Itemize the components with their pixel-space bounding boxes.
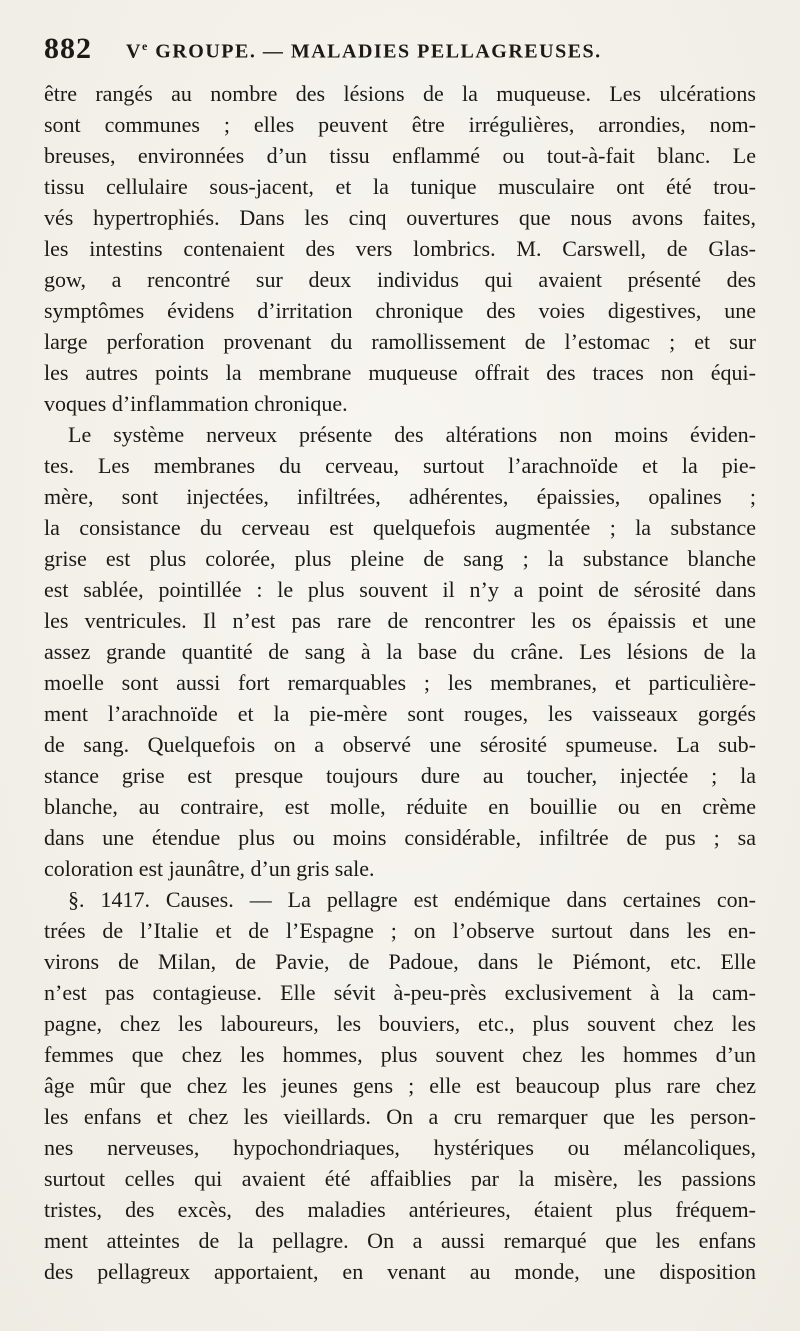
text-line: breuses, environnées d’un tissu enflammé ou tout-à-fait blanc. Le	[44, 143, 756, 168]
text-line: grise est plus colorée, plus pleine de sang ; la substance blanche	[44, 546, 756, 571]
text-line: blanche, au contraire, est molle, réduite en bouillie ou en crème	[44, 794, 756, 819]
running-head-title: GROUPE. — MALADIES PELLAGREUSES.	[148, 41, 602, 63]
text-line: tristes, des excès, des maladies antérieures, étaient plus fréquem-	[44, 1197, 756, 1222]
group-roman: V	[126, 41, 142, 63]
text-line: symptômes évidens d’irritation chronique des voies digestives, une	[44, 298, 756, 323]
text-line: stance grise est presque toujours dure au toucher, injectée ; la	[44, 763, 756, 788]
text-line: les ventricules. Il n’est pas rare de rencontrer les os épaissis et une	[44, 608, 756, 633]
text-line: des pellagreux apportaient, en venant au monde, une disposition	[44, 1259, 756, 1284]
text-line: voques d’inflammation chronique.	[44, 391, 348, 416]
text-line: ment atteintes de la pellagre. On a aussi remarqué que les enfans	[44, 1228, 756, 1253]
text-line: trées de l’Italie et de l’Espagne ; on l’observe surtout dans les en-	[44, 918, 756, 943]
text-line: tissu cellulaire sous-jacent, et la tunique musculaire ont été trou-	[44, 174, 756, 199]
text-line: âge mûr que chez les jeunes gens ; elle est beaucoup plus rare chez	[44, 1073, 756, 1098]
page-number: 882	[44, 32, 92, 65]
text-line: surtout celles qui avaient été affaiblies par la misère, les passions	[44, 1166, 756, 1191]
text-line: n’est pas contagieuse. Elle sévit à-peu-près exclusivement à la cam-	[44, 980, 756, 1005]
text-line: les enfans et chez les vieillards. On a cru remarquer que les person-	[44, 1104, 756, 1129]
section-heading-line: §. 1417. Causes. — La pellagre est endémique dans certaines con-	[68, 887, 756, 912]
text-line: les intestins contenaient des vers lombrics. M. Carswell, de Glas-	[44, 236, 756, 261]
text-line: nes nerveuses, hypochondriaques, hystériques ou mélancoliques,	[44, 1135, 756, 1160]
text-line: gow, a rencontré sur deux individus qui avaient présenté des	[44, 267, 756, 292]
group-superscript: e	[141, 39, 149, 54]
text-line: tes. Les membranes du cerveau, surtout l’arachnoïde et la pie-	[44, 453, 756, 478]
text-line: mère, sont injectées, infiltrées, adhérentes, épaissies, opalines ;	[44, 484, 756, 509]
paragraph-start-line: Le système nerveux présente des altérations non moins éviden-	[68, 422, 756, 447]
text-line: ment l’arachnoïde et la pie-mère sont rouges, les vaisseaux gorgés	[44, 701, 756, 726]
running-head	[126, 39, 602, 64]
text-line: sont communes ; elles peuvent être irrégulières, arrondies, nom-	[44, 112, 756, 137]
text-line: les autres points la membrane muqueuse offrait des traces non équi-	[44, 360, 756, 385]
text-line: assez grande quantité de sang à la base du crâne. Les lésions de la	[44, 639, 756, 664]
text-line: pagne, chez les laboureurs, les bouviers, etc., plus souvent chez les	[44, 1011, 756, 1036]
text-line: large perforation provenant du ramollissement de l’estomac ; et sur	[44, 329, 756, 354]
text-line: de sang. Quelquefois on a observé une sérosité spumeuse. La sub-	[44, 732, 756, 757]
text-line: coloration est jaunâtre, d’un gris sale.	[44, 856, 375, 881]
text-line: vés hypertrophiés. Dans les cinq ouvertures que nous avons faites,	[44, 205, 756, 230]
text-line: la consistance du cerveau est quelquefois augmentée ; la substance	[44, 515, 756, 540]
text-line: dans une étendue plus ou moins considérable, infiltrée de pus ; sa	[44, 825, 756, 850]
page-header	[44, 32, 756, 74]
text-line: femmes que chez les hommes, plus souvent chez les hommes d’un	[44, 1042, 756, 1067]
text-line: est sablée, pointillée : le plus souvent il n’y a point de sérosité dans	[44, 577, 756, 602]
text-line: être rangés au nombre des lésions de la muqueuse. Les ulcérations	[44, 81, 756, 106]
text-line: virons de Milan, de Pavie, de Padoue, dans le Piémont, etc. Elle	[44, 949, 756, 974]
text-line: moelle sont aussi fort remarquables ; les membranes, et particulière-	[44, 670, 756, 695]
body-text	[44, 78, 756, 1287]
